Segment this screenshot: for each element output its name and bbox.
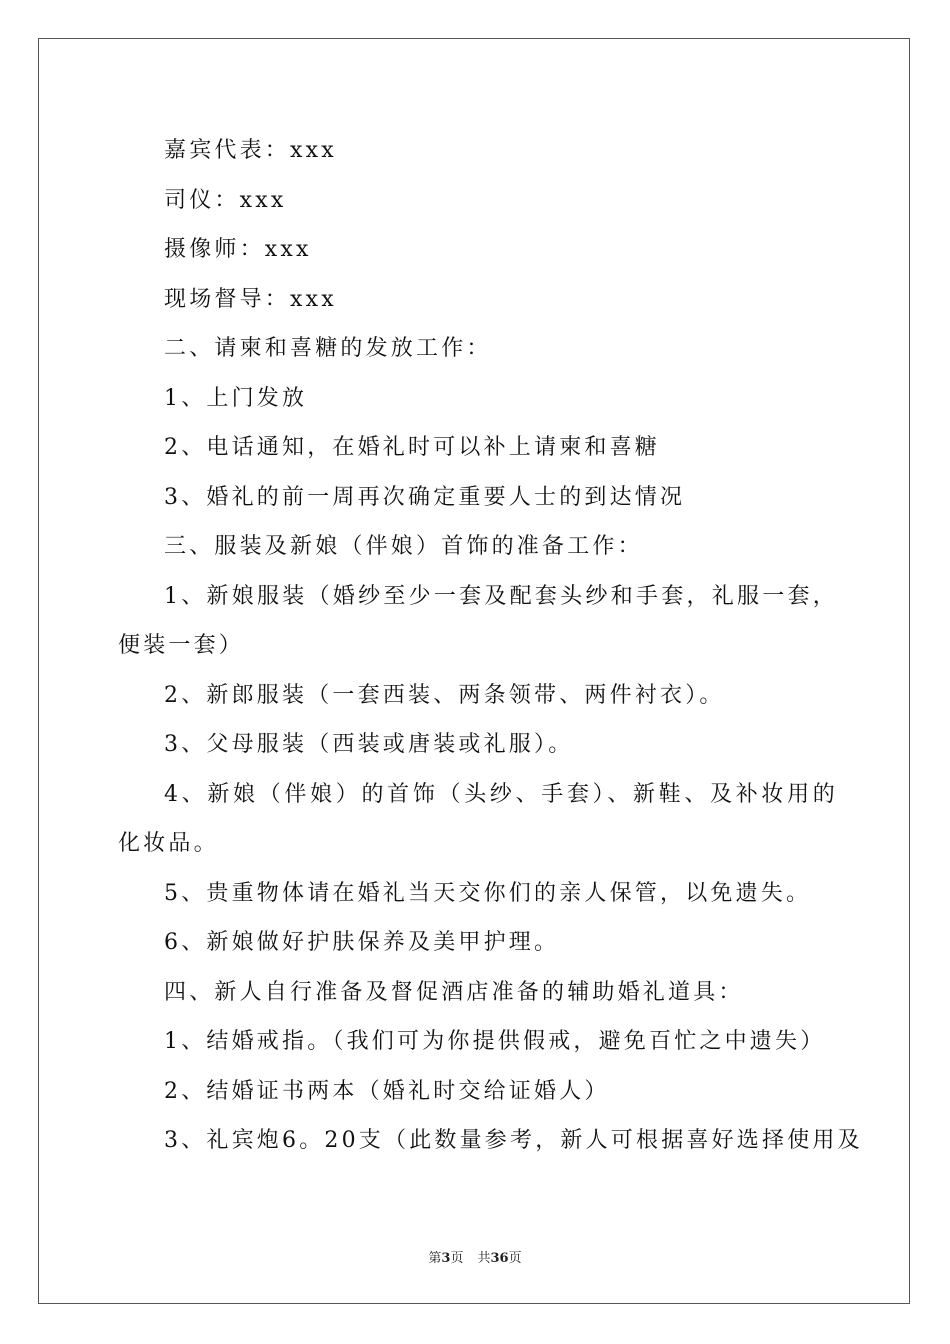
total-label-suffix: 页	[508, 1251, 522, 1266]
text-line: 3、婚礼的前一周再次确定重要人士的到达情况	[164, 484, 686, 510]
text-line: 现场督导：xxx	[164, 286, 337, 312]
total-label-prefix: 共	[477, 1251, 491, 1266]
page-label-suffix: 页	[450, 1251, 464, 1266]
section-heading: 三、服装及新娘（伴娘）首饰的准备工作：	[164, 534, 643, 559]
text-line: 2、新郎服装（一套西装、两条领带、两件衬衣）。	[164, 682, 725, 708]
paragraph: 1、新娘服装（婚纱至少一套及配套头纱和手套，礼服一套，便装一套）	[118, 583, 838, 658]
text-line: 2、结婚证书两本（婚礼时交给证婚人）	[164, 1078, 610, 1104]
text-line: 5、贵重物体请在婚礼当天交你们的亲人保管，以免遗失。	[164, 880, 812, 906]
text-line: 1、结婚戒指。（我们可为你提供假戒，避免百忙之中遗失）	[164, 1029, 826, 1054]
text-line: 3、父母服装（西装或唐装或礼服）。	[164, 732, 574, 757]
page-label-prefix: 第	[428, 1251, 442, 1266]
page-number: 3	[441, 1251, 451, 1266]
text-line: 司仪：xxx	[164, 187, 287, 213]
section-heading: 四、新人自行准备及督促酒店准备的辅助婚礼道具：	[164, 979, 744, 1005]
text-line: 摄像师：xxx	[164, 237, 312, 262]
text-line: 3、礼宾炮6。20支（此数量参考，新人可根据喜好选择使用及	[164, 1128, 863, 1153]
paragraph: 4、新娘（伴娘）的首饰（头纱、手套）、新鞋、及补妆用的化妆品。	[118, 781, 838, 856]
text-line: 2、电话通知，在婚礼时可以补上请柬和喜糖	[164, 435, 660, 460]
total-pages: 36	[490, 1251, 509, 1266]
text-line: 嘉宾代表：xxx	[164, 138, 337, 163]
page-footer	[0, 1247, 950, 1266]
section-heading: 二、请柬和喜糖的发放工作：	[164, 336, 492, 361]
text-line: 1、上门发放	[164, 385, 308, 411]
document-body	[118, 126, 863, 1166]
text-line: 6、新娘做好护肤保养及美甲护理。	[164, 930, 560, 955]
